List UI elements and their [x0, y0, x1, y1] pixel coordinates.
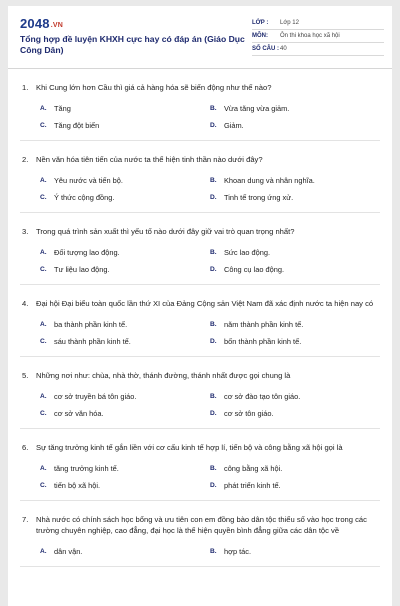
answer-option[interactable] — [210, 261, 380, 278]
option-text: Đối tượng lao động. — [54, 248, 120, 257]
answer-option[interactable] — [40, 543, 210, 560]
question-list — [8, 69, 392, 567]
option-text: Khoan dung và nhân nghĩa. — [224, 176, 315, 185]
answer-option[interactable] — [210, 543, 380, 560]
meta-row-subject — [252, 30, 384, 43]
option-letter: D. — [210, 122, 217, 129]
option-letter: D. — [210, 194, 217, 201]
answer-option[interactable] — [40, 189, 210, 206]
option-text: Tăng đột biến — [54, 121, 100, 130]
question-stem — [20, 514, 380, 536]
answer-option[interactable] — [210, 100, 380, 117]
option-text: tăng trưởng kinh tế. — [54, 464, 119, 473]
option-text: cơ sở văn hóa. — [54, 409, 104, 418]
option-letter: D. — [210, 482, 217, 489]
question-stem — [20, 154, 380, 165]
option-letter: B. — [210, 393, 217, 400]
answer-option[interactable] — [210, 316, 380, 333]
question-item — [20, 357, 380, 429]
answer-option[interactable] — [40, 388, 210, 405]
question-stem — [20, 442, 380, 453]
question-item — [20, 501, 380, 567]
option-letter: A. — [40, 393, 47, 400]
question-item — [20, 141, 380, 213]
option-text: Giảm. — [224, 121, 244, 130]
option-text: Công cụ lao động. — [224, 265, 284, 274]
logo-brand: 2048 — [20, 16, 50, 31]
option-letter: A. — [40, 465, 47, 472]
option-text: hợp tác. — [224, 547, 252, 556]
question-text: Đại hội Đại biểu toàn quốc lần thứ XI của Đảng Cộng sản Việt Nam đã xác định nước ta hiện nay có — [36, 299, 374, 308]
option-text: công bằng xã hội. — [224, 464, 283, 473]
answer-option[interactable] — [210, 388, 380, 405]
question-number: 6. — [22, 443, 29, 452]
answer-option[interactable] — [40, 477, 210, 494]
answer-option[interactable] — [40, 100, 210, 117]
option-text: cơ sở tôn giáo. — [224, 409, 274, 418]
answer-option[interactable] — [210, 117, 380, 134]
answer-option[interactable] — [210, 405, 380, 422]
question-item — [20, 285, 380, 357]
meta-label: SỐ CÂU : — [252, 46, 279, 52]
option-text: Tư liệu lao động. — [54, 265, 110, 274]
option-text: năm thành phần kinh tế. — [224, 320, 304, 329]
question-stem — [20, 298, 380, 309]
question-number: 7. — [22, 515, 29, 524]
answer-option[interactable] — [40, 261, 210, 278]
question-text: Nhà nước có chính sách học bổng và ưu tiên con em đồng bào dân tộc thiểu số vào học trong các trường chuyên nghiệp, cao đẳng, đại học là thể hiện quyền bình đẳng giữa các dân tộc về — [36, 515, 367, 535]
option-letter: D. — [210, 338, 217, 345]
option-letter: C. — [40, 122, 47, 129]
option-text: Vừa tăng vừa giảm. — [224, 104, 290, 113]
meta-value: 40 — [280, 46, 287, 52]
question-item — [20, 213, 380, 285]
meta-table — [252, 17, 384, 56]
question-number: 4. — [22, 299, 29, 308]
answer-options — [20, 100, 380, 134]
option-letter: B. — [210, 548, 217, 555]
option-text: tiến bộ xã hội. — [54, 481, 101, 490]
answer-options — [20, 543, 380, 560]
option-letter: C. — [40, 194, 47, 201]
option-text: ba thành phần kinh tế. — [54, 320, 128, 329]
option-text: Tinh tế trong ứng xử. — [224, 193, 294, 202]
answer-option[interactable] — [40, 172, 210, 189]
answer-option[interactable] — [40, 316, 210, 333]
answer-options — [20, 388, 380, 422]
answer-option[interactable] — [210, 477, 380, 494]
option-text: bốn thành phần kinh tế. — [224, 337, 302, 346]
meta-row-class — [252, 17, 384, 30]
answer-option[interactable] — [40, 405, 210, 422]
option-text: sáu thành phần kinh tế. — [54, 337, 131, 346]
meta-row-count — [252, 43, 384, 56]
option-letter: B. — [210, 465, 217, 472]
option-text: Tăng — [54, 104, 71, 113]
option-letter: C. — [40, 482, 47, 489]
option-letter: C. — [40, 338, 47, 345]
option-letter: C. — [40, 266, 47, 273]
option-letter: A. — [40, 321, 47, 328]
option-text: cơ sở truyền bá tôn giáo. — [54, 392, 137, 401]
option-letter: B. — [210, 249, 217, 256]
meta-value: Ôn thi khoa học xã hội — [280, 33, 340, 39]
option-letter: A. — [40, 105, 47, 112]
answer-option[interactable] — [210, 189, 380, 206]
question-item — [20, 69, 380, 141]
question-text: Khi Cung lớn hơn Cầu thì giá cả hàng hóa sẽ biến động như thế nào? — [36, 83, 272, 92]
question-number: 2. — [22, 155, 29, 164]
logo-suffix: .VN — [50, 22, 64, 29]
option-text: Yêu nước và tiến bộ. — [54, 176, 123, 185]
option-text: Ý thức cộng đồng. — [54, 193, 115, 202]
option-text: cơ sở đào tạo tôn giáo. — [224, 392, 301, 401]
option-letter: C. — [40, 410, 47, 417]
question-stem — [20, 82, 380, 93]
answer-option[interactable] — [40, 244, 210, 261]
worksheet-header — [8, 6, 392, 68]
question-number: 1. — [22, 83, 29, 92]
option-letter: A. — [40, 177, 47, 184]
question-stem — [20, 370, 380, 381]
answer-option[interactable] — [40, 460, 210, 477]
option-letter: D. — [210, 266, 217, 273]
option-letter: B. — [210, 105, 217, 112]
worksheet-page — [8, 6, 392, 606]
document-title: Tổng hợp đề luyện KHXH cực hay có đáp án (Giáo Dục Công Dân) — [20, 34, 245, 55]
meta-label: MÔN: — [252, 33, 268, 39]
answer-option[interactable] — [210, 333, 380, 350]
option-letter: D. — [210, 410, 217, 417]
question-text: Nền văn hóa tiên tiến của nước ta thể hiện tinh thần nào dưới đây? — [36, 155, 263, 164]
question-number: 3. — [22, 227, 29, 236]
option-letter: A. — [40, 548, 47, 555]
answer-options — [20, 316, 380, 350]
answer-options — [20, 172, 380, 206]
option-letter: B. — [210, 321, 217, 328]
question-item — [20, 429, 380, 501]
question-stem — [20, 226, 380, 237]
option-text: dân vận. — [54, 547, 83, 556]
answer-option[interactable] — [40, 117, 210, 134]
meta-value: Lớp 12 — [280, 20, 299, 26]
answer-options — [20, 460, 380, 494]
question-text: Những nơi như: chùa, nhà thờ, thánh đường, thánh nhất được gọi chung là — [36, 371, 291, 380]
option-text: phát triển kinh tế. — [224, 481, 281, 490]
option-letter: B. — [210, 177, 217, 184]
answer-option[interactable] — [210, 244, 380, 261]
answer-options — [20, 244, 380, 278]
meta-label: LỚP : — [252, 20, 269, 26]
question-text: Trong quá trình sản xuất thì yếu tố nào dưới đây giữ vai trò quan trọng nhất? — [36, 227, 295, 236]
answer-option[interactable] — [40, 333, 210, 350]
question-text: Sự tăng trưởng kinh tế gắn liền với cơ cấu kinh tế hợp lí, tiến bộ và công bằng xã hội gọi là — [36, 443, 343, 452]
option-text: Sức lao động. — [224, 248, 271, 257]
answer-option[interactable] — [210, 460, 380, 477]
option-letter: A. — [40, 249, 47, 256]
answer-option[interactable] — [210, 172, 380, 189]
question-number: 5. — [22, 371, 29, 380]
